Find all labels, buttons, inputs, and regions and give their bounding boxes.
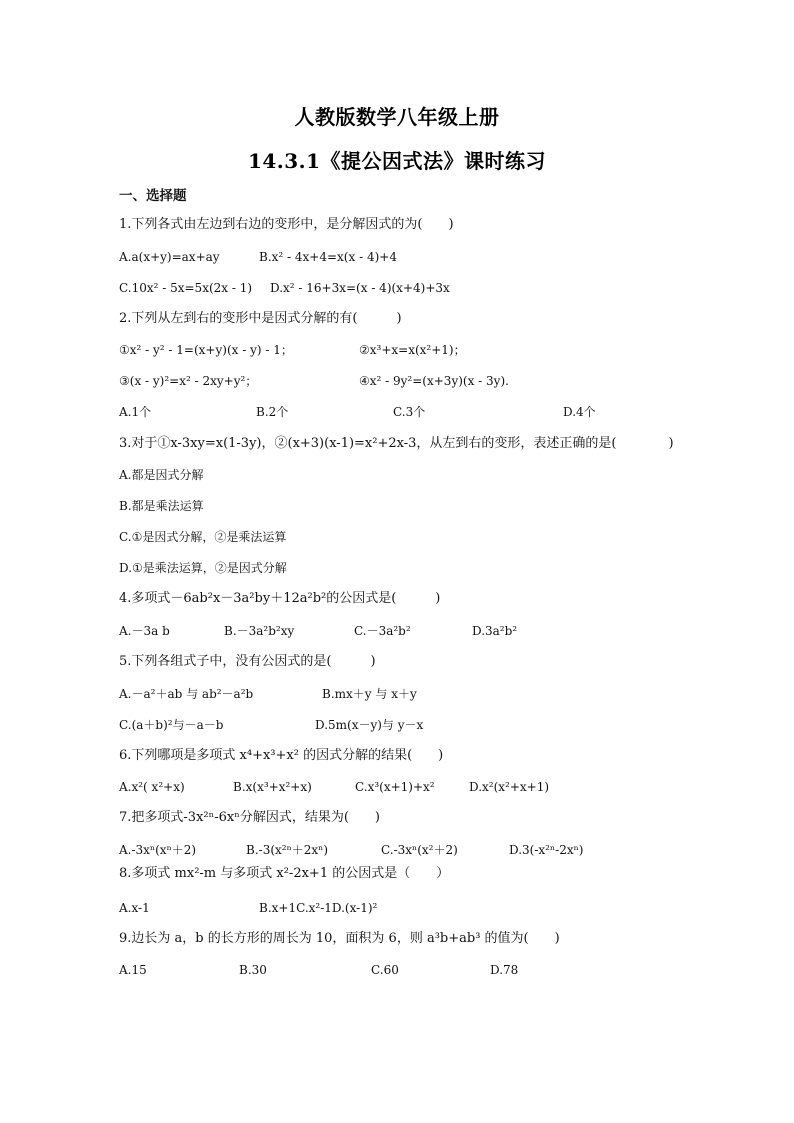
question-3-option-d: D.①是乘法运算，②是因式分解 [119,561,287,575]
question-6-stem: 6.下列哪项是多项式 x⁴+x³+x² 的因式分解的结果( ) [119,748,444,763]
question-6-option-b: B.x(x³+x²+x) [233,780,312,794]
question-4-option-a: A.－3a b [119,624,170,638]
question-2-option-d: D.4个 [563,405,596,419]
question-9-option-a: A.15 [119,963,147,977]
question-7-stem: 7.把多项式-3x²ⁿ-6xⁿ分解因式，结果为( ) [119,810,380,825]
question-1-option-c: C.10x² - 5x=5x(2x - 1) [119,281,253,295]
question-2-item-1: ①x² - y² - 1=(x+y)(x - y) - 1； [119,343,293,357]
question-2-item-4: ④x² - 9y²=(x+3y)(x - 3y). [359,374,509,388]
question-7-option-b: B.-3(x²ⁿ＋2xⁿ) [246,843,329,857]
question-5-option-c: C.(a＋b)²与－a－b [119,718,224,732]
question-9-option-c: C.60 [371,963,399,977]
question-2-option-b: B.2个 [256,405,289,419]
question-3-option-c: C.①是因式分解，②是乘法运算 [119,530,287,544]
question-4-option-c: C.－3a²b² [354,624,411,638]
question-2-item-3: ③(x - y)²=x² - 2xy+y²； [119,374,258,388]
question-4-option-b: B.－3a²b²xy [224,624,295,638]
question-2-option-c: C.3个 [393,405,426,419]
question-4-stem: 4.多项式－6ab²x－3a²by＋12a²b²的公因式是( ) [119,591,441,606]
question-9-option-d: D.78 [490,963,519,977]
question-6-option-a: A.x²( x²+x) [119,780,185,794]
question-7-option-a: A.-3xⁿ(xⁿ＋2) [119,843,197,857]
question-7-option-c: C.-3xⁿ(x²＋2) [381,843,458,857]
question-3-stem: 3.对于①x-3xy=x(1-3y)，②(x+3)(x-1)=x²+2x-3，从左到右的变形，表述正确的是( ) [119,436,674,451]
question-8-option-a: A.x-1 [119,901,150,915]
question-3-option-b: B.都是乘法运算 [119,499,204,513]
question-9-stem: 9.边长为 a，b 的长方形的周长为 10，面积为 6，则 a³b+ab³ 的值为( ) [119,931,560,946]
document-title: 人教版数学八年级上册 [294,105,500,129]
question-5-option-a: A.－a²＋ab 与 ab²－a²b [119,687,254,701]
question-4-option-d: D.3a²b² [472,624,518,638]
question-7-option-d: D.3(-x²ⁿ-2xⁿ) [509,843,584,857]
section-heading: 一、选择题 [119,188,187,204]
question-2-option-a: A.1个 [119,405,152,419]
question-1-option-d: D.x² - 16+3x=(x - 4)(x+4)+3x [270,281,450,295]
question-6-option-d: D.x²(x²+x+1) [469,780,550,794]
question-2-item-2: ②x³+x=x(x²+1)； [359,343,466,357]
document-subtitle: 14.3.1《提公因式法》课时练习 [247,149,547,173]
question-1-stem: 1.下列各式由左边到右边的变形中，是分解因式的为( ) [119,217,454,232]
question-8-options-bcd: B.x+1C.x²-1D.(x-1)² [259,901,378,915]
question-5-option-b: B.mx＋y 与 x＋y [322,687,417,701]
question-5-stem: 5.下列各组式子中，没有公因式的是( ) [119,654,376,669]
question-1-option-b: B.x² - 4x+4=x(x - 4)+4 [259,250,397,264]
question-5-option-d: D.5m(x－y)与 y－x [315,718,424,732]
question-1-option-a: A.a(x+y)=ax+ay [119,250,220,264]
question-3-option-a: A.都是因式分解 [119,468,204,482]
question-9-option-b: B.30 [239,963,267,977]
question-2-stem: 2.下列从左到右的变形中是因式分解的有( ) [119,311,402,326]
question-6-option-c: C.x³(x+1)+x² [355,780,435,794]
question-8-stem: 8.多项式 mx²-m 与多项式 x²-2x+1 的公因式是（ ） [119,866,450,881]
